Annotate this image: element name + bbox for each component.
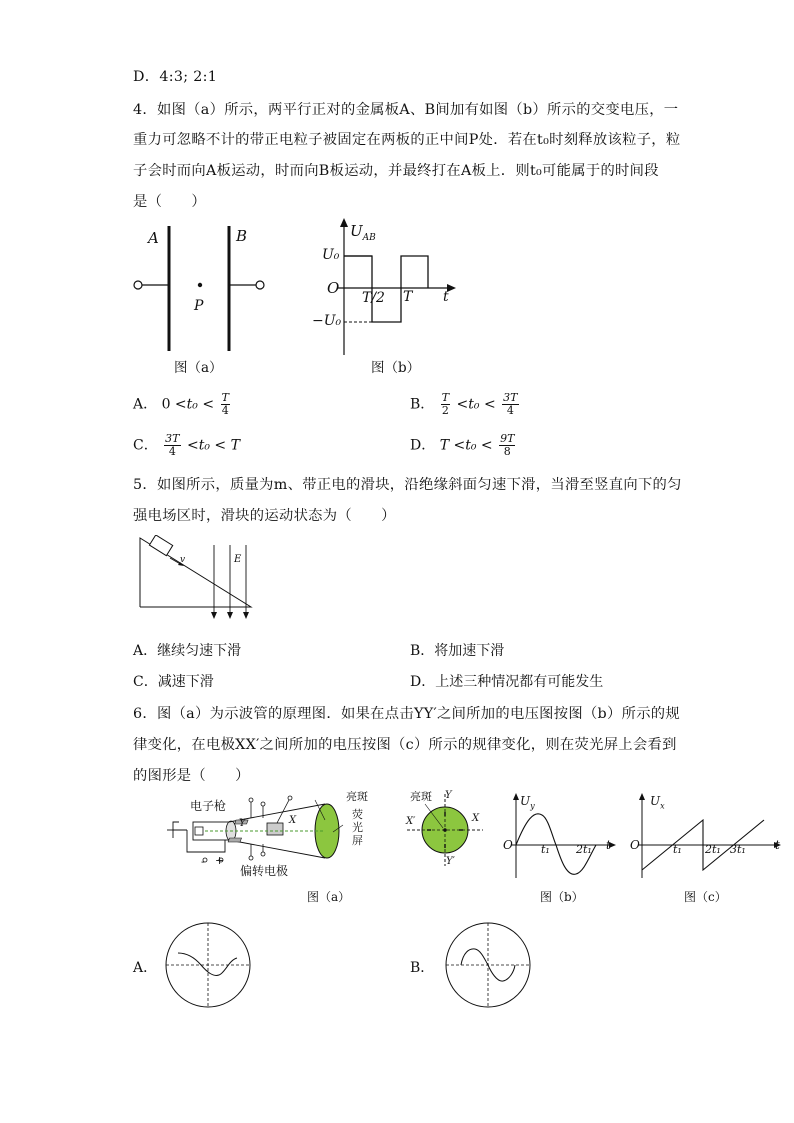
q4-option-d[interactable]: D． T <t₀ < $\frac{9T}{8}$ <box>410 432 515 458</box>
q6-fig-c-t3: 3t₁ <box>730 843 746 856</box>
q6-fig-b-caption: 图（b） <box>540 890 584 904</box>
q6-option-b-screen[interactable] <box>443 920 533 1010</box>
q6-fig-a-plus: + <box>215 854 225 867</box>
q6-screen-yp-label: Y′ <box>446 856 455 867</box>
q4-option-c[interactable]: C． $\frac{3T}{4}$ <t₀ < T <box>133 432 240 458</box>
q6-fig-c-caption: 图（c） <box>684 890 727 904</box>
q6-fig-a-x-label: X <box>289 815 297 826</box>
q4-fig-b-t-period: T <box>403 289 413 305</box>
q4-fig-a-label-b: B <box>236 227 248 245</box>
q6-fig-c-ylabel: $U_x$ <box>650 794 665 811</box>
q6-screen-y-label: Y <box>445 790 452 801</box>
q5-option-d[interactable]: D．上述三种情况都有可能发生 <box>410 674 604 690</box>
q6-fig-c-t-axis: t <box>775 838 780 852</box>
q6-text-line1: 6．图（a）为示波管的原理图．如果在点击YY′之间所加的电压图按图（b）所示的规 <box>133 706 680 722</box>
q6-fig-a-electrode-label: 偏转电极 <box>240 864 289 878</box>
q5-option-c[interactable]: C．减速下滑 <box>133 674 214 690</box>
q5-option-b[interactable]: B．将加速下滑 <box>410 643 505 659</box>
q5-text-line2: 强电场区时，滑块的运动状态为（ ） <box>133 508 396 524</box>
q4-text-line3: 子会时而向A板运动，时而向B板运动，并最终打在A板上．则t₀可能属于的时间段 <box>133 163 659 179</box>
q6-fig-c-t2: 2t₁ <box>705 843 721 856</box>
q5-figure <box>138 535 258 640</box>
q6-fig-b-origin: O <box>503 838 513 852</box>
q6-fig-a-minus: - <box>201 855 205 868</box>
q6-text-line3: 的图形是（ ） <box>133 768 250 784</box>
q3-option-d: D．4:3; 2:1 <box>133 69 218 85</box>
q6-fig-b-t1: t₁ <box>541 843 550 856</box>
q4-fig-b-origin: O <box>327 279 340 297</box>
q6-screen-spot-label: 亮斑 <box>410 790 432 803</box>
q4-figure-b <box>300 215 470 360</box>
q6-fig-a-y-label: Y <box>239 818 246 829</box>
q5-option-a[interactable]: A．继续匀速下滑 <box>133 643 242 659</box>
q6-fig-a-gun-label: 电子枪 <box>190 799 227 813</box>
q6-fig-b-ylabel: $U_y$ <box>520 794 535 811</box>
q6-fig-a-caption: 图（a） <box>307 890 351 904</box>
q4-fig-b-neg-u0: −U₀ <box>312 313 342 329</box>
q4-fig-a-caption: 图（a） <box>174 360 223 376</box>
q4-fig-b-caption: 图（b） <box>371 360 421 376</box>
q4-fig-b-u0: U₀ <box>322 247 340 263</box>
q5-fig-v-label: v <box>180 555 186 565</box>
q6-option-a-label[interactable]: A． <box>133 960 158 976</box>
q6-fig-a-spot-label: 亮斑 <box>346 790 368 803</box>
q4-fig-a-label-a: A <box>148 229 159 247</box>
q6-fig-c-t1: t₁ <box>673 843 682 856</box>
q4-text-line4: 是（ ） <box>133 194 206 210</box>
q6-text-line2: 律变化，在电极XX′之间所加的电压按图（c）所示的规律变化，则在荧光屏上会看到 <box>133 737 677 753</box>
q4-text-line2: 重力可忽略不计的带正电粒子被固定在两板的正中间P处．若在t₀时刻释放该粒子，粒 <box>133 132 681 148</box>
q6-screen-xp-label: X′ <box>406 816 416 827</box>
q6-option-a-screen[interactable] <box>163 920 253 1010</box>
q4-option-b[interactable]: B． $\frac{T}{2}$ <t₀ < $\frac{3T}{4}$ <box>410 391 518 417</box>
q5-fig-e-label: E <box>234 554 242 565</box>
q6-fig-a-screen-label: 荧光屏 <box>352 808 363 847</box>
q6-fig-b-t2: 2t₁ <box>576 843 592 856</box>
q4-fig-b-t-axis: t <box>443 289 449 305</box>
q4-option-a[interactable]: A． 0 <t₀ < $\frac{T}{4}$ <box>133 391 229 417</box>
q4-fig-b-t-half: T/2 <box>362 290 385 306</box>
q6-figure-b <box>500 790 620 882</box>
q4-text-line1: 4．如图（a）所示，两平行正对的金属板A、B间加有如图（b）所示的交变电压，一 <box>133 102 679 118</box>
q6-screen-x-label: X <box>472 813 480 824</box>
q6-fig-b-t-axis: t <box>606 838 611 852</box>
q6-option-b-label[interactable]: B． <box>410 960 435 976</box>
q5-text-line1: 5．如图所示，质量为m、带正电的滑块，沿绝缘斜面匀速下滑，当滑至竖直向下的匀 <box>133 477 682 493</box>
q6-fig-c-origin: O <box>630 838 640 852</box>
q4-fig-a-label-p: P <box>194 298 204 314</box>
q4-fig-b-ylabel: $U_{AB}$ <box>350 222 376 243</box>
